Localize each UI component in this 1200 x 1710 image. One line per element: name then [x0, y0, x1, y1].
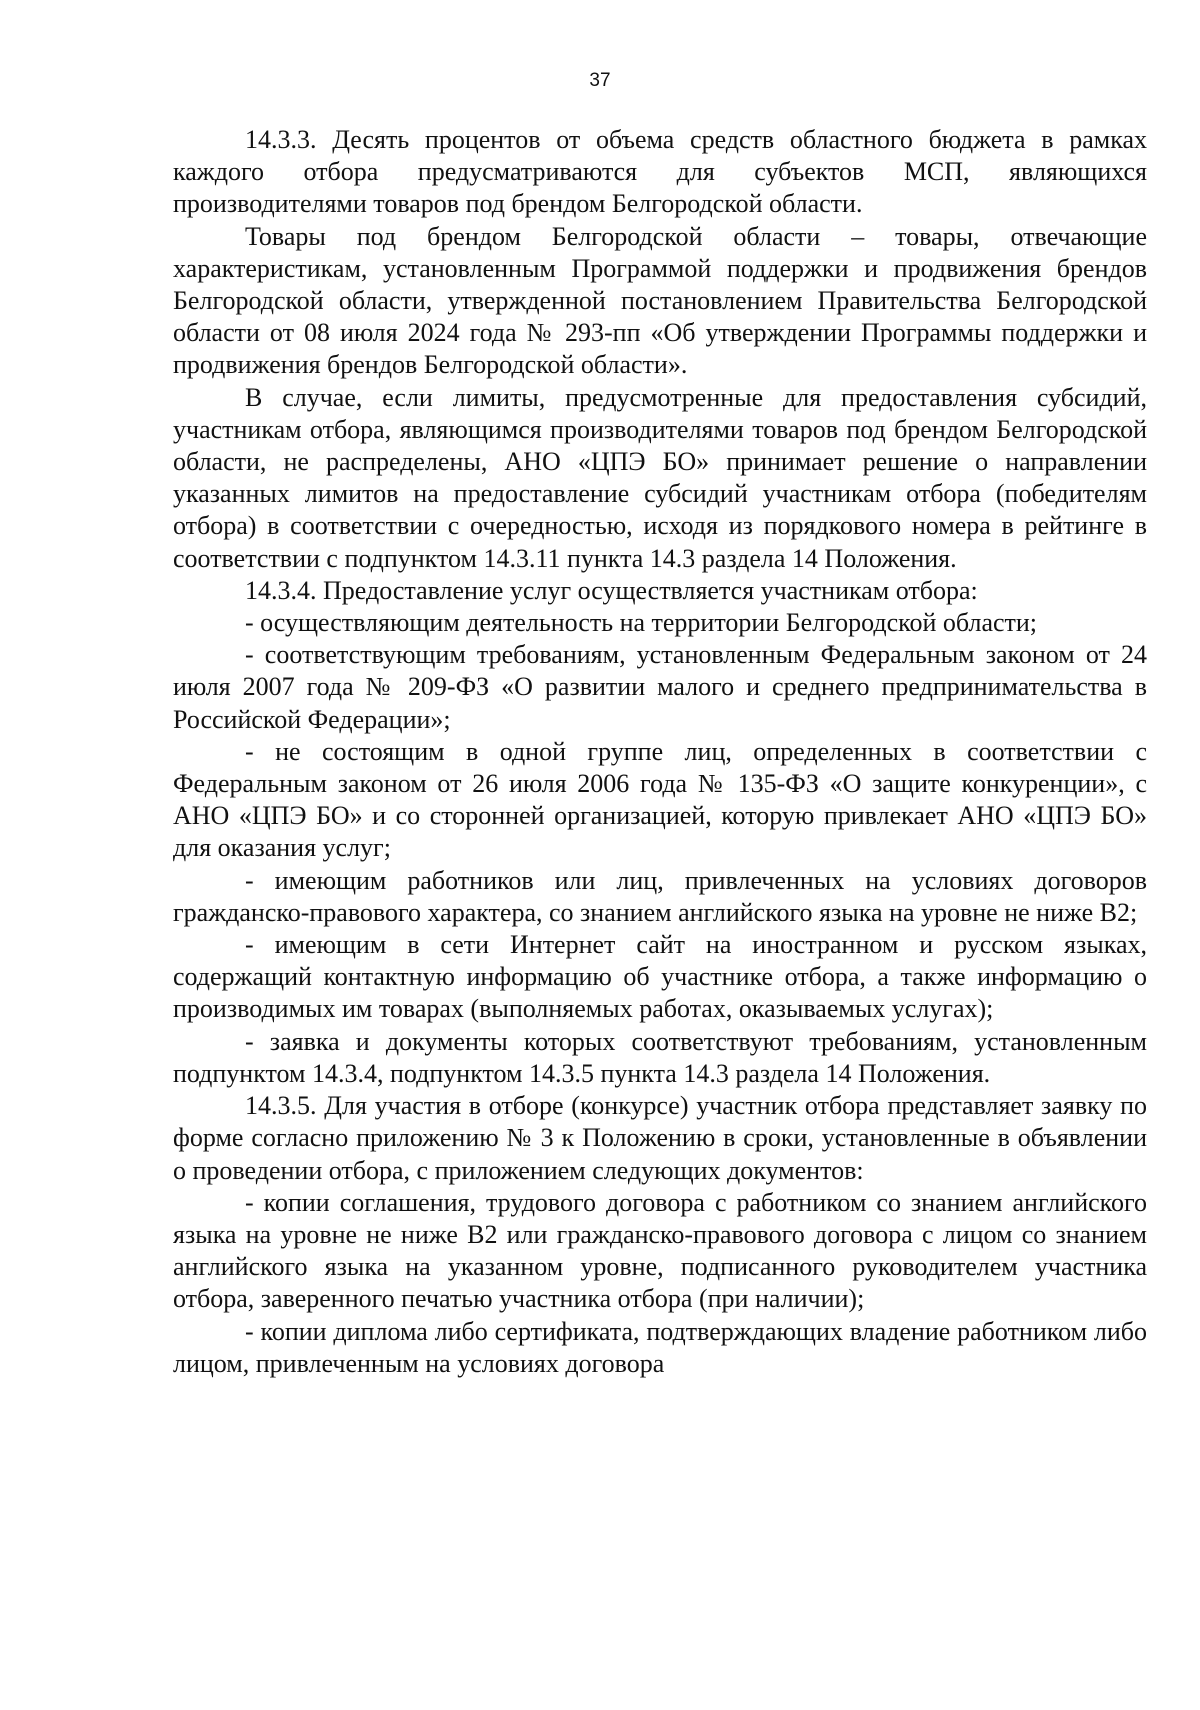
list-item-application-compliance: - заявка и документы которых соответствуют требованиям, установленным подпунктом 14.3.4, подпунктом 14.3.5 пункта 14.3 раздела 14 Положения. [173, 1026, 1147, 1088]
list-item-territory: - осуществляющим деятельность на территории Белгородской области; [245, 608, 1038, 638]
paragraph-14-3-4: 14.3.4. Предоставление услуг осуществляется участникам отбора: [245, 575, 978, 605]
paragraph-14-3-5: 14.3.5. Для участия в отборе (конкурсе) участник отбора представляет заявку по форме согласно приложению № 3 к Положению в сроки, установленные в объявлении о проведении отбора, с приложением следующих документов: [173, 1091, 1147, 1185]
page-number: 37 [589, 70, 611, 91]
list-item-federal-law-209: - соответствующим требованиям, установленным Федеральным законом от 24 июля 2007 года № 209-ФЗ «О развитии малого и среднего предпринимательства в Российской Федерации»; [173, 640, 1147, 734]
paragraph-14-3-3: 14.3.3. Десять процентов от объема средств областного бюджета в рамках каждого отбора предусматриваются для субъектов МСП, являющихся производителями товаров под брендом Белгородской области. [173, 125, 1147, 219]
list-item-competition-law-135: - не состоящим в одной группе лиц, определенных в соответствии с Федеральным законом от 26 июля 2006 года № 135-ФЗ «О защите конкуренции», с АНО «ЦПЭ БО» и со сторонней организацией, которую привлекает АНО «ЦПЭ БО» для оказания услуг; [173, 736, 1147, 863]
list-item-agreement-copies: - копии соглашения, трудового договора с работником со знанием английского языка на уровне не ниже В2 или гражданско-правового договора с лицом со знанием английского языка на указанном уровне, подписанного руководителем участника отбора, заверенного печатью участника отбора (при наличии); [173, 1187, 1147, 1314]
paragraph-brand-goods-definition: Товары под брендом Белгородской области – товары, отвечающие характеристикам, установленным Программой поддержки и продвижения брендов Белгородской области, утвержденной постановлением Правительства Белгородской области от 08 июля 2024 года № 293-пп «Об утверждении Программы поддержки и продвижения брендов Белгородской области». [173, 221, 1147, 380]
list-item-diploma-copies: - копии диплома либо сертификата, подтверждающих владение работником либо лицом, привлеченным на условиях договора [173, 1316, 1147, 1378]
paragraph-unallocated-limits: В случае, если лимиты, предусмотренные для предоставления субсидий, участникам отбора, являющимся производителями товаров под брендом Белгородской области, не распределены, АНО «ЦПЭ БО» принимает решение о направлении указанных лимитов на предоставление субсидий участникам отбора (победителям отбора) в соответствии с очередностью, исходя из порядкового номера в рейтинге в соответствии с подпунктом 14.3.11 пункта 14.3 раздела 14 Положения. [173, 382, 1147, 573]
list-item-website: - имеющим в сети Интернет сайт на иностранном и русском языках, содержащий контактную информацию об участнике отбора, а также информацию о производимых им товарах (выполняемых работах, оказываемых услугах); [173, 930, 1147, 1024]
document-body [173, 124, 1147, 1380]
list-item-english-b2-staff: - имеющим работников или лиц, привлеченных на условиях договоров гражданско-правового характера, со знанием английского языка на уровне не ниже В2; [173, 865, 1147, 927]
